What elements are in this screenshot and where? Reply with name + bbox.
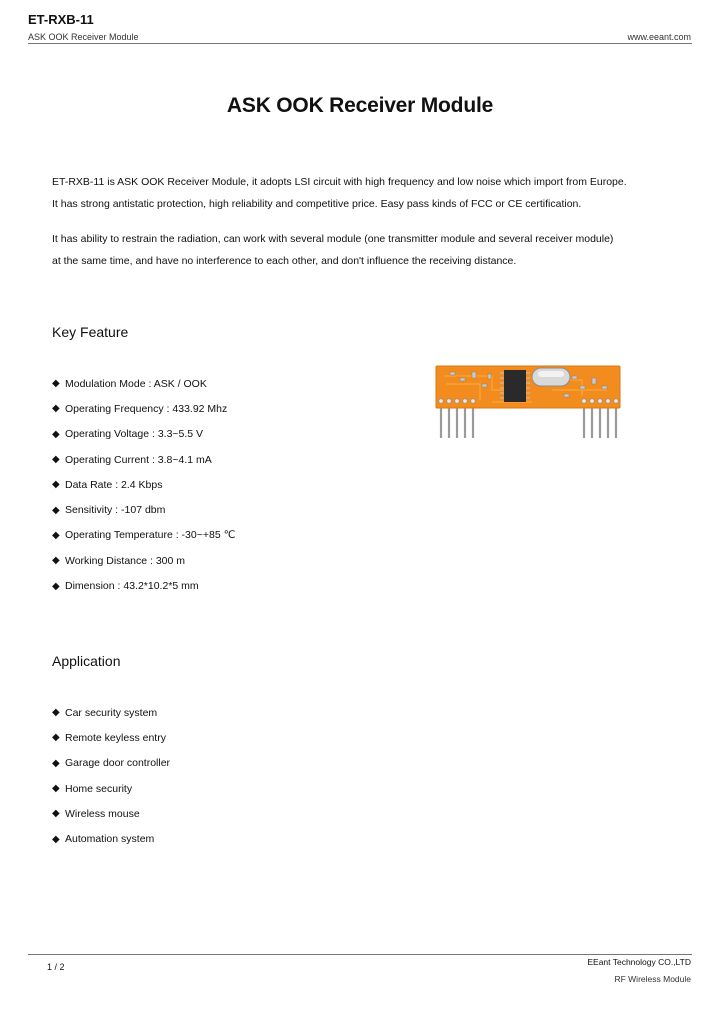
page-title: ASK OOK Receiver Module — [226, 94, 494, 117]
application-item — [52, 801, 170, 826]
header-divider — [28, 43, 692, 44]
feature-item — [52, 497, 235, 522]
diamond-bullet-icon: ◆ — [52, 707, 60, 719]
intro-line: at the same time, and have no interference to each other, and don't influence the receiving distance. — [52, 255, 517, 267]
application-text: Automation system — [65, 833, 155, 846]
diamond-bullet-icon: ◆ — [52, 504, 60, 516]
page-number: 1 / 2 — [47, 962, 65, 972]
module-ic-chip — [504, 370, 526, 402]
feature-text: Working Distance : 300 m — [65, 554, 186, 567]
intro-line: ET-RXB-11 is ASK OOK Receiver Module, it adopts LSI circuit with high frequency and low noise which import from Europe. — [52, 176, 627, 188]
header-model: ET-RXB-11 — [28, 12, 94, 27]
module-photo — [432, 356, 622, 444]
feature-item — [52, 548, 235, 573]
application-text: Garage door controller — [65, 757, 171, 770]
feature-item — [52, 371, 235, 396]
diamond-bullet-icon: ◆ — [52, 428, 60, 440]
diamond-bullet-icon: ◆ — [52, 479, 60, 491]
application-text: Wireless mouse — [65, 807, 140, 820]
feature-text: Dimension : 43.2*10.2*5 mm — [65, 580, 199, 593]
diamond-bullet-icon: ◆ — [52, 403, 60, 415]
feature-item — [52, 396, 235, 421]
feature-item — [52, 422, 235, 447]
feature-text: Sensitivity : -107 dbm — [65, 504, 166, 517]
diamond-bullet-icon: ◆ — [52, 833, 60, 845]
feature-item — [52, 523, 235, 548]
application-text: Home security — [65, 782, 133, 795]
application-list — [52, 700, 170, 852]
key-feature-heading: Key Feature — [52, 324, 129, 340]
application-item — [52, 700, 170, 725]
feature-text: Operating Frequency : 433.92 Mhz — [65, 402, 228, 415]
feature-text: Data Rate : 2.4 Kbps — [65, 478, 163, 491]
diamond-bullet-icon: ◆ — [52, 783, 60, 795]
application-item — [52, 826, 170, 851]
feature-text: Operating Temperature : -30~+85 ℃ — [65, 529, 236, 542]
feature-item — [52, 447, 235, 472]
feature-text: Operating Current : 3.8~4.1 mA — [65, 453, 212, 466]
diamond-bullet-icon: ◆ — [52, 580, 60, 592]
intro-line: It has ability to restrain the radiation, can work with several module (one transmitter module and several receiver module) — [52, 233, 614, 245]
diamond-bullet-icon: ◆ — [52, 555, 60, 567]
application-item — [52, 725, 170, 750]
application-text: Car security system — [65, 706, 158, 719]
diamond-bullet-icon: ◆ — [52, 529, 60, 541]
footer-product-line: RF Wireless Module — [614, 974, 691, 984]
diamond-bullet-icon: ◆ — [52, 732, 60, 744]
header-website[interactable]: www.eeant.com — [627, 32, 691, 42]
header-subtitle: ASK OOK Receiver Module — [28, 32, 139, 42]
intro-paragraph-1 — [52, 171, 682, 215]
diamond-bullet-icon: ◆ — [52, 378, 60, 390]
diamond-bullet-icon: ◆ — [52, 454, 60, 466]
application-heading: Application — [52, 653, 121, 669]
feature-text: Operating Voltage : 3.3~5.5 V — [65, 428, 204, 441]
application-item — [52, 751, 170, 776]
application-text: Remote keyless entry — [65, 731, 166, 744]
feature-item — [52, 472, 235, 497]
intro-line: It has strong antistatic protection, high reliability and competitive price. Easy pass kinds of FCC or CE certification. — [52, 198, 582, 210]
application-item — [52, 776, 170, 801]
footer-company: EEant Technology CO.,LTD — [587, 957, 691, 967]
diamond-bullet-icon: ◆ — [52, 808, 60, 820]
feature-item — [52, 573, 235, 598]
footer-divider — [28, 954, 692, 955]
key-feature-list — [52, 371, 235, 599]
intro-paragraph-2 — [52, 228, 682, 272]
feature-text: Modulation Mode : ASK / OOK — [65, 377, 207, 390]
diamond-bullet-icon: ◆ — [52, 757, 60, 769]
